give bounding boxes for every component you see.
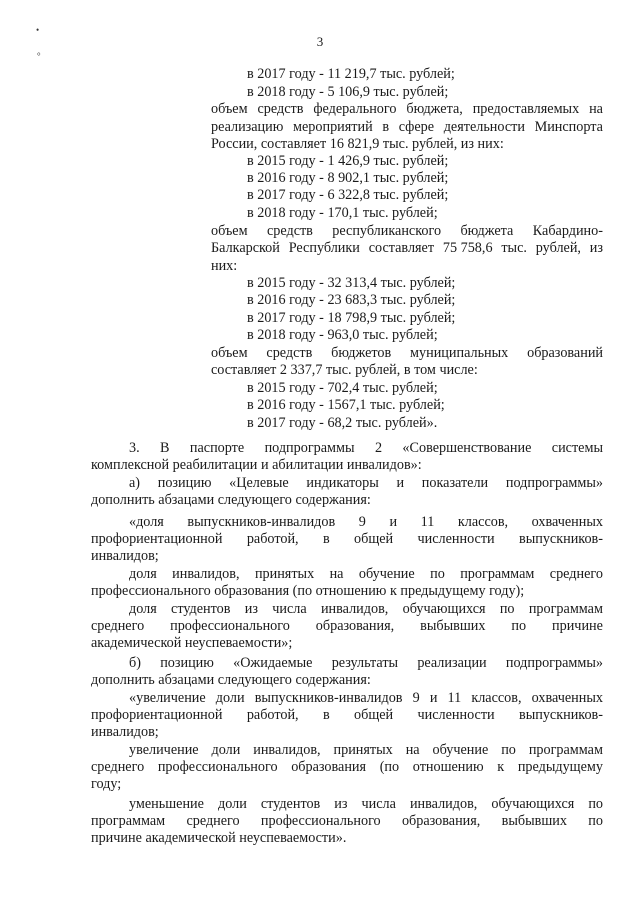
- word: 75 758,6: [442, 240, 493, 256]
- word: образования,: [315, 618, 395, 634]
- item-b-p2-line-1: [129, 742, 603, 759]
- republic-year-line: в 2016 году - 23 683,3 тыс. рублей;: [247, 292, 456, 308]
- word: выпускников-инвалидов: [254, 690, 403, 706]
- word: паспорте: [189, 440, 245, 456]
- item-a-line-1: [129, 475, 603, 492]
- word: 11: [420, 514, 435, 530]
- word: предоставляемых: [472, 101, 580, 117]
- word: системы: [551, 440, 603, 456]
- municipal-year-line: в 2016 году - 1567,1 тыс. рублей;: [247, 397, 445, 413]
- word: принятых: [333, 742, 393, 758]
- item-b-p2-line-2: [91, 759, 603, 776]
- word: студентов: [260, 796, 321, 812]
- word: средств: [266, 223, 313, 239]
- funding-line: в 2017 году - 11 219,7 тыс. рублей;: [247, 66, 455, 82]
- word: составляет: [368, 240, 435, 256]
- item-b-line-2: дополнить абзацами следующего содержания:: [91, 672, 371, 688]
- word: «доля: [129, 514, 164, 530]
- word: программам: [91, 813, 166, 829]
- word: бюджетов: [331, 345, 392, 361]
- word: инвалидов,: [172, 566, 240, 582]
- word: результаты: [331, 655, 399, 671]
- item-b-p3-line-2: [91, 813, 603, 830]
- federal-line-1: [211, 101, 603, 118]
- word: и: [389, 514, 398, 530]
- word: инвалидов,: [320, 601, 389, 617]
- word: профориентационной: [91, 531, 223, 547]
- word: образования: [291, 759, 367, 775]
- word: инвалидов,: [409, 796, 478, 812]
- word: и: [429, 690, 438, 706]
- word: деятельности: [443, 119, 525, 135]
- word: по: [588, 813, 603, 829]
- word: показатели: [421, 475, 489, 491]
- word: (по: [379, 759, 400, 775]
- republic-year-line: в 2015 году - 32 313,4 тыс. рублей;: [247, 275, 456, 291]
- word: программам: [528, 601, 603, 617]
- item-a-p2-line-2: профессионального образования (по отношению к предыдущему году);: [91, 583, 525, 599]
- word: классов,: [471, 690, 522, 706]
- word: программам: [460, 566, 535, 582]
- word: профориентационной: [91, 707, 223, 723]
- word: доля: [129, 601, 157, 617]
- word: по: [430, 566, 445, 582]
- word: «Совершенствование: [402, 440, 532, 456]
- word: в: [322, 707, 330, 723]
- word: профессионального: [170, 618, 290, 634]
- word: реализацию: [211, 119, 284, 135]
- word: Балкарской: [211, 240, 280, 256]
- word: принятых: [254, 566, 315, 582]
- word: обучающихся: [491, 796, 575, 812]
- word: федерального: [313, 101, 397, 117]
- word: среднего: [91, 759, 145, 775]
- word: численности: [417, 707, 495, 723]
- word: из: [334, 796, 348, 812]
- word: на: [329, 566, 344, 582]
- word: числа: [361, 796, 396, 812]
- word: 3.: [129, 440, 140, 456]
- word: на: [405, 742, 420, 758]
- item-a-p3-line-1: [129, 601, 603, 618]
- word: доли: [217, 796, 247, 812]
- republic-year-line: в 2017 году - 18 798,9 тыс. рублей;: [247, 310, 456, 326]
- word: 2: [374, 440, 383, 456]
- word: предыдущему: [517, 759, 603, 775]
- word: общей: [354, 531, 394, 547]
- word: по: [499, 601, 515, 617]
- word: Минспорта: [534, 119, 603, 135]
- word: бюджета,: [406, 101, 463, 117]
- item-b-line-1: [129, 655, 603, 672]
- word: работой,: [246, 531, 299, 547]
- word: б): [129, 655, 141, 671]
- word: а): [129, 475, 141, 491]
- word: средств: [266, 345, 313, 361]
- word: объем: [211, 223, 248, 239]
- item-b-p1-line-3: инвалидов;: [91, 724, 159, 740]
- word: из: [244, 601, 258, 617]
- word: образований: [527, 345, 603, 361]
- item-a-p3-line-2: [91, 618, 603, 635]
- word: профессионального: [260, 813, 381, 829]
- federal-line-2: [211, 119, 603, 136]
- word: инвалидов,: [253, 742, 321, 758]
- item-b-p1-line-2: [91, 707, 603, 724]
- municipal-line-1: [211, 345, 603, 362]
- section3-line-1: [129, 440, 603, 457]
- word: общей: [354, 707, 394, 723]
- word: студентов: [171, 601, 231, 617]
- word: мероприятий: [293, 119, 373, 135]
- federal-year-line: в 2018 году - 170,1 тыс. рублей;: [247, 205, 438, 221]
- item-a-p1-line-1: [129, 514, 603, 531]
- word: по: [588, 796, 603, 812]
- word: среднего: [91, 618, 145, 634]
- word: позицию: [160, 655, 214, 671]
- word: обучение: [432, 742, 489, 758]
- republic-line-2: [211, 240, 603, 257]
- federal-year-line: в 2015 году - 1 426,9 тыс. рублей;: [247, 153, 449, 169]
- federal-year-line: в 2017 году - 6 322,8 тыс. рублей;: [247, 187, 449, 203]
- word: муниципальных: [410, 345, 509, 361]
- word: в: [322, 531, 330, 547]
- word: объем: [211, 345, 248, 361]
- federal-year-line: в 2016 году - 8 902,1 тыс. рублей;: [247, 170, 449, 186]
- word: из: [589, 240, 603, 256]
- word: доли: [211, 742, 241, 758]
- section3-line-2: комплексной реабилитации и абилитации инвалидов»:: [91, 457, 422, 473]
- municipal-line-2: составляет 2 337,7 тыс. рублей, в том числе:: [211, 362, 478, 378]
- word: выбывших: [501, 813, 567, 829]
- word: причине: [552, 618, 603, 634]
- word: 9: [412, 690, 420, 706]
- item-b-p1-line-1: [129, 690, 603, 707]
- republic-line-3: них:: [211, 258, 238, 274]
- item-b-p2-line-3: году;: [91, 776, 122, 792]
- word: доли: [215, 690, 245, 706]
- word: позицию: [157, 475, 212, 491]
- word: объем: [211, 101, 248, 117]
- word: охваченных: [531, 514, 603, 530]
- word: индикаторы: [306, 475, 379, 491]
- word: и: [396, 475, 405, 491]
- word: бюджета: [460, 223, 514, 239]
- municipal-year-line: в 2015 году - 702,4 тыс. рублей;: [247, 380, 438, 396]
- word: средств: [257, 101, 304, 117]
- word: подпрограммы»: [505, 475, 603, 491]
- item-a-p3-line-3: академической неуспеваемости»;: [91, 635, 293, 651]
- word: республиканского: [332, 223, 442, 239]
- word: «Ожидаемые: [233, 655, 313, 671]
- word: Республики: [288, 240, 360, 256]
- word: выбывших: [420, 618, 486, 634]
- word: сфере: [398, 119, 435, 135]
- word: 11: [447, 690, 462, 706]
- word: 9: [358, 514, 366, 530]
- word: работой,: [246, 707, 299, 723]
- word: профессионального: [157, 759, 278, 775]
- word: выпускников-: [519, 707, 603, 723]
- item-a-line-2: дополнить абзацами следующего содержания:: [91, 492, 371, 508]
- margin-mark: •: [36, 25, 40, 35]
- word: по: [511, 618, 527, 634]
- word: охваченных: [531, 690, 603, 706]
- word: увеличение: [129, 742, 199, 758]
- republic-year-line: в 2018 году - 963,0 тыс. рублей;: [247, 327, 438, 343]
- municipal-year-line: в 2017 году - 68,2 тыс. рублей».: [247, 415, 438, 431]
- word: на: [589, 101, 603, 117]
- word: выпускников-инвалидов: [187, 514, 336, 530]
- word: реализации: [417, 655, 487, 671]
- word: численности: [417, 531, 495, 547]
- word: по: [501, 742, 516, 758]
- word: классов,: [457, 514, 509, 530]
- page-number: 3: [316, 34, 324, 49]
- word: среднего: [549, 566, 603, 582]
- item-a-p1-line-3: инвалидов;: [91, 548, 159, 564]
- word: выпускников-: [519, 531, 603, 547]
- word: обучающихся: [402, 601, 486, 617]
- word: обучение: [358, 566, 415, 582]
- word: В: [160, 440, 170, 456]
- word: доля: [129, 566, 157, 582]
- item-a-p2-line-1: [129, 566, 603, 583]
- word: к: [497, 759, 505, 775]
- funding-line: в 2018 году - 5 106,9 тыс. рублей;: [247, 84, 449, 100]
- word: «увеличение: [129, 690, 206, 706]
- word: среднего: [186, 813, 240, 829]
- word: числа: [272, 601, 307, 617]
- word: уменьшение: [129, 796, 204, 812]
- margin-mark: °: [37, 51, 41, 61]
- word: рублей,: [535, 240, 581, 256]
- republic-line-1: [211, 223, 603, 240]
- item-a-p1-line-2: [91, 531, 603, 548]
- item-b-p3-line-1: [129, 796, 603, 813]
- word: отношению: [412, 759, 484, 775]
- word: «Целевые: [229, 475, 289, 491]
- word: программам: [528, 742, 603, 758]
- word: подпрограммы»: [505, 655, 603, 671]
- word: тыс.: [501, 240, 527, 256]
- word: Кабардино-: [532, 223, 603, 239]
- word: подпрограммы: [264, 440, 355, 456]
- word: в: [382, 119, 390, 135]
- federal-line-3: России, составляет 16 821,9 тыс. рублей, из них:: [211, 136, 504, 152]
- item-b-p3-line-3: причине академической неуспеваемости».: [91, 830, 347, 846]
- word: образования,: [401, 813, 481, 829]
